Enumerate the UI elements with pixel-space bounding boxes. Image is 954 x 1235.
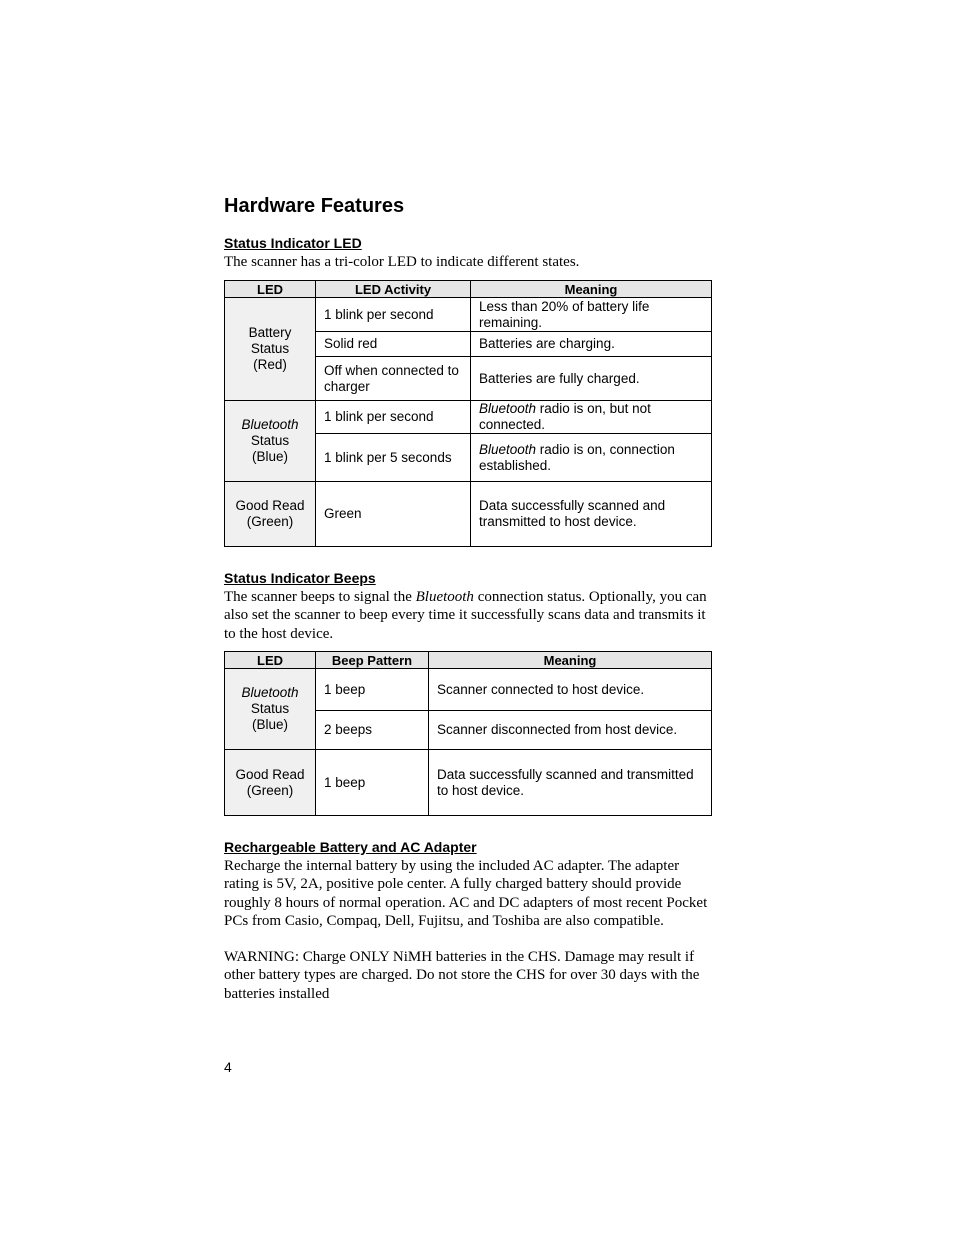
table-row	[225, 401, 712, 434]
led-cell	[225, 298, 316, 401]
led-name: Status	[250, 341, 290, 356]
activity-cell: 1 blink per 5 seconds	[316, 434, 471, 482]
beep-table	[224, 651, 712, 816]
led-name-italic: Bluetooth	[241, 685, 299, 700]
led-table-header: Meaning	[471, 281, 712, 298]
activity-cell: Green	[316, 482, 471, 547]
led-table-header: LED Activity	[316, 281, 471, 298]
led-color: (Blue)	[251, 717, 288, 732]
intro-text: The scanner beeps to signal the	[224, 589, 416, 605]
led-name: Good Read	[235, 766, 305, 782]
meaning-text: radio is on, but not connected.	[479, 401, 651, 432]
warning-paragraph: WARNING: Charge ONLY NiMH batteries in the CHS. Damage may result if other battery types are charged. Do not store the CHS for over 30 days with the batteries installed	[224, 949, 700, 1002]
meaning-cell	[471, 401, 712, 434]
led-cell	[225, 669, 316, 750]
activity-cell: Solid red	[316, 332, 471, 357]
activity-cell: 1 blink per second	[316, 298, 471, 332]
led-name: Status	[250, 701, 290, 716]
beep-section-heading: Status Indicator Beeps	[224, 570, 376, 586]
led-section-intro: The scanner has a tri-color LED to indicate different states.	[224, 254, 580, 270]
led-section-heading: Status Indicator LED	[224, 235, 362, 251]
led-name-italic: Bluetooth	[241, 417, 299, 432]
meaning-cell: Data successfully scanned and transmitted to host device.	[471, 482, 712, 547]
page-number: 4	[224, 1059, 232, 1075]
beep-table-header: Meaning	[429, 652, 712, 669]
led-color: (Green)	[246, 514, 294, 529]
bluetooth-term: Bluetooth	[479, 441, 537, 457]
battery-paragraph: Recharge the internal battery by using the included AC adapter. The adapter rating is 5V, 2A, positive pole center. A fully charged battery should provide roughly 8 hours of normal operation. AC and DC adapters of most recent Pocket PCs from Casio, Compaq, Dell, Fujitsu, and Toshiba are also compatible.	[224, 858, 708, 929]
table-row	[225, 750, 712, 816]
pattern-cell: 2 beeps	[316, 711, 429, 750]
meaning-cell: Less than 20% of battery life remaining.	[471, 298, 712, 332]
table-row	[225, 298, 712, 332]
meaning-cell: Batteries are fully charged.	[471, 357, 712, 401]
meaning-cell: Scanner connected to host device.	[429, 669, 712, 711]
bluetooth-term: Bluetooth	[479, 401, 537, 416]
led-name: Battery	[248, 325, 292, 340]
beep-table-header-row	[225, 652, 712, 669]
beep-table-header: Beep Pattern	[316, 652, 429, 669]
led-cell	[225, 482, 316, 547]
activity-cell: Off when connected to charger	[316, 357, 471, 401]
bluetooth-term: Bluetooth	[415, 589, 474, 605]
intro-text: connection status. Optionally, you can also set the scanner to beep every time it successfully scans data and transmits it to the host device.	[224, 589, 707, 642]
activity-cell: 1 blink per second	[316, 401, 471, 434]
led-table	[224, 280, 712, 547]
led-table-header: LED	[225, 281, 316, 298]
table-row	[225, 669, 712, 711]
beep-table-header: LED	[225, 652, 316, 669]
table-row	[225, 482, 712, 547]
meaning-cell: Data successfully scanned and transmitted to host device.	[429, 750, 712, 816]
led-color: (Red)	[253, 357, 287, 372]
battery-section-heading: Rechargeable Battery and AC Adapter	[224, 839, 477, 855]
beep-section-intro	[224, 588, 710, 643]
led-color: (Green)	[246, 782, 294, 798]
led-table-header-row	[225, 281, 712, 298]
battery-section-body	[224, 857, 710, 1003]
led-color: (Blue)	[251, 449, 288, 464]
led-cell	[225, 401, 316, 482]
meaning-cell: Batteries are charging.	[471, 332, 712, 357]
meaning-text: radio is on, connection established.	[479, 441, 675, 473]
led-name: Good Read	[235, 498, 305, 513]
meaning-cell	[471, 434, 712, 482]
led-name: Status	[250, 433, 290, 448]
pattern-cell: 1 beep	[316, 750, 429, 816]
pattern-cell: 1 beep	[316, 669, 429, 711]
led-cell	[225, 750, 316, 816]
meaning-cell: Scanner disconnected from host device.	[429, 711, 712, 750]
page-title: Hardware Features	[224, 195, 405, 217]
